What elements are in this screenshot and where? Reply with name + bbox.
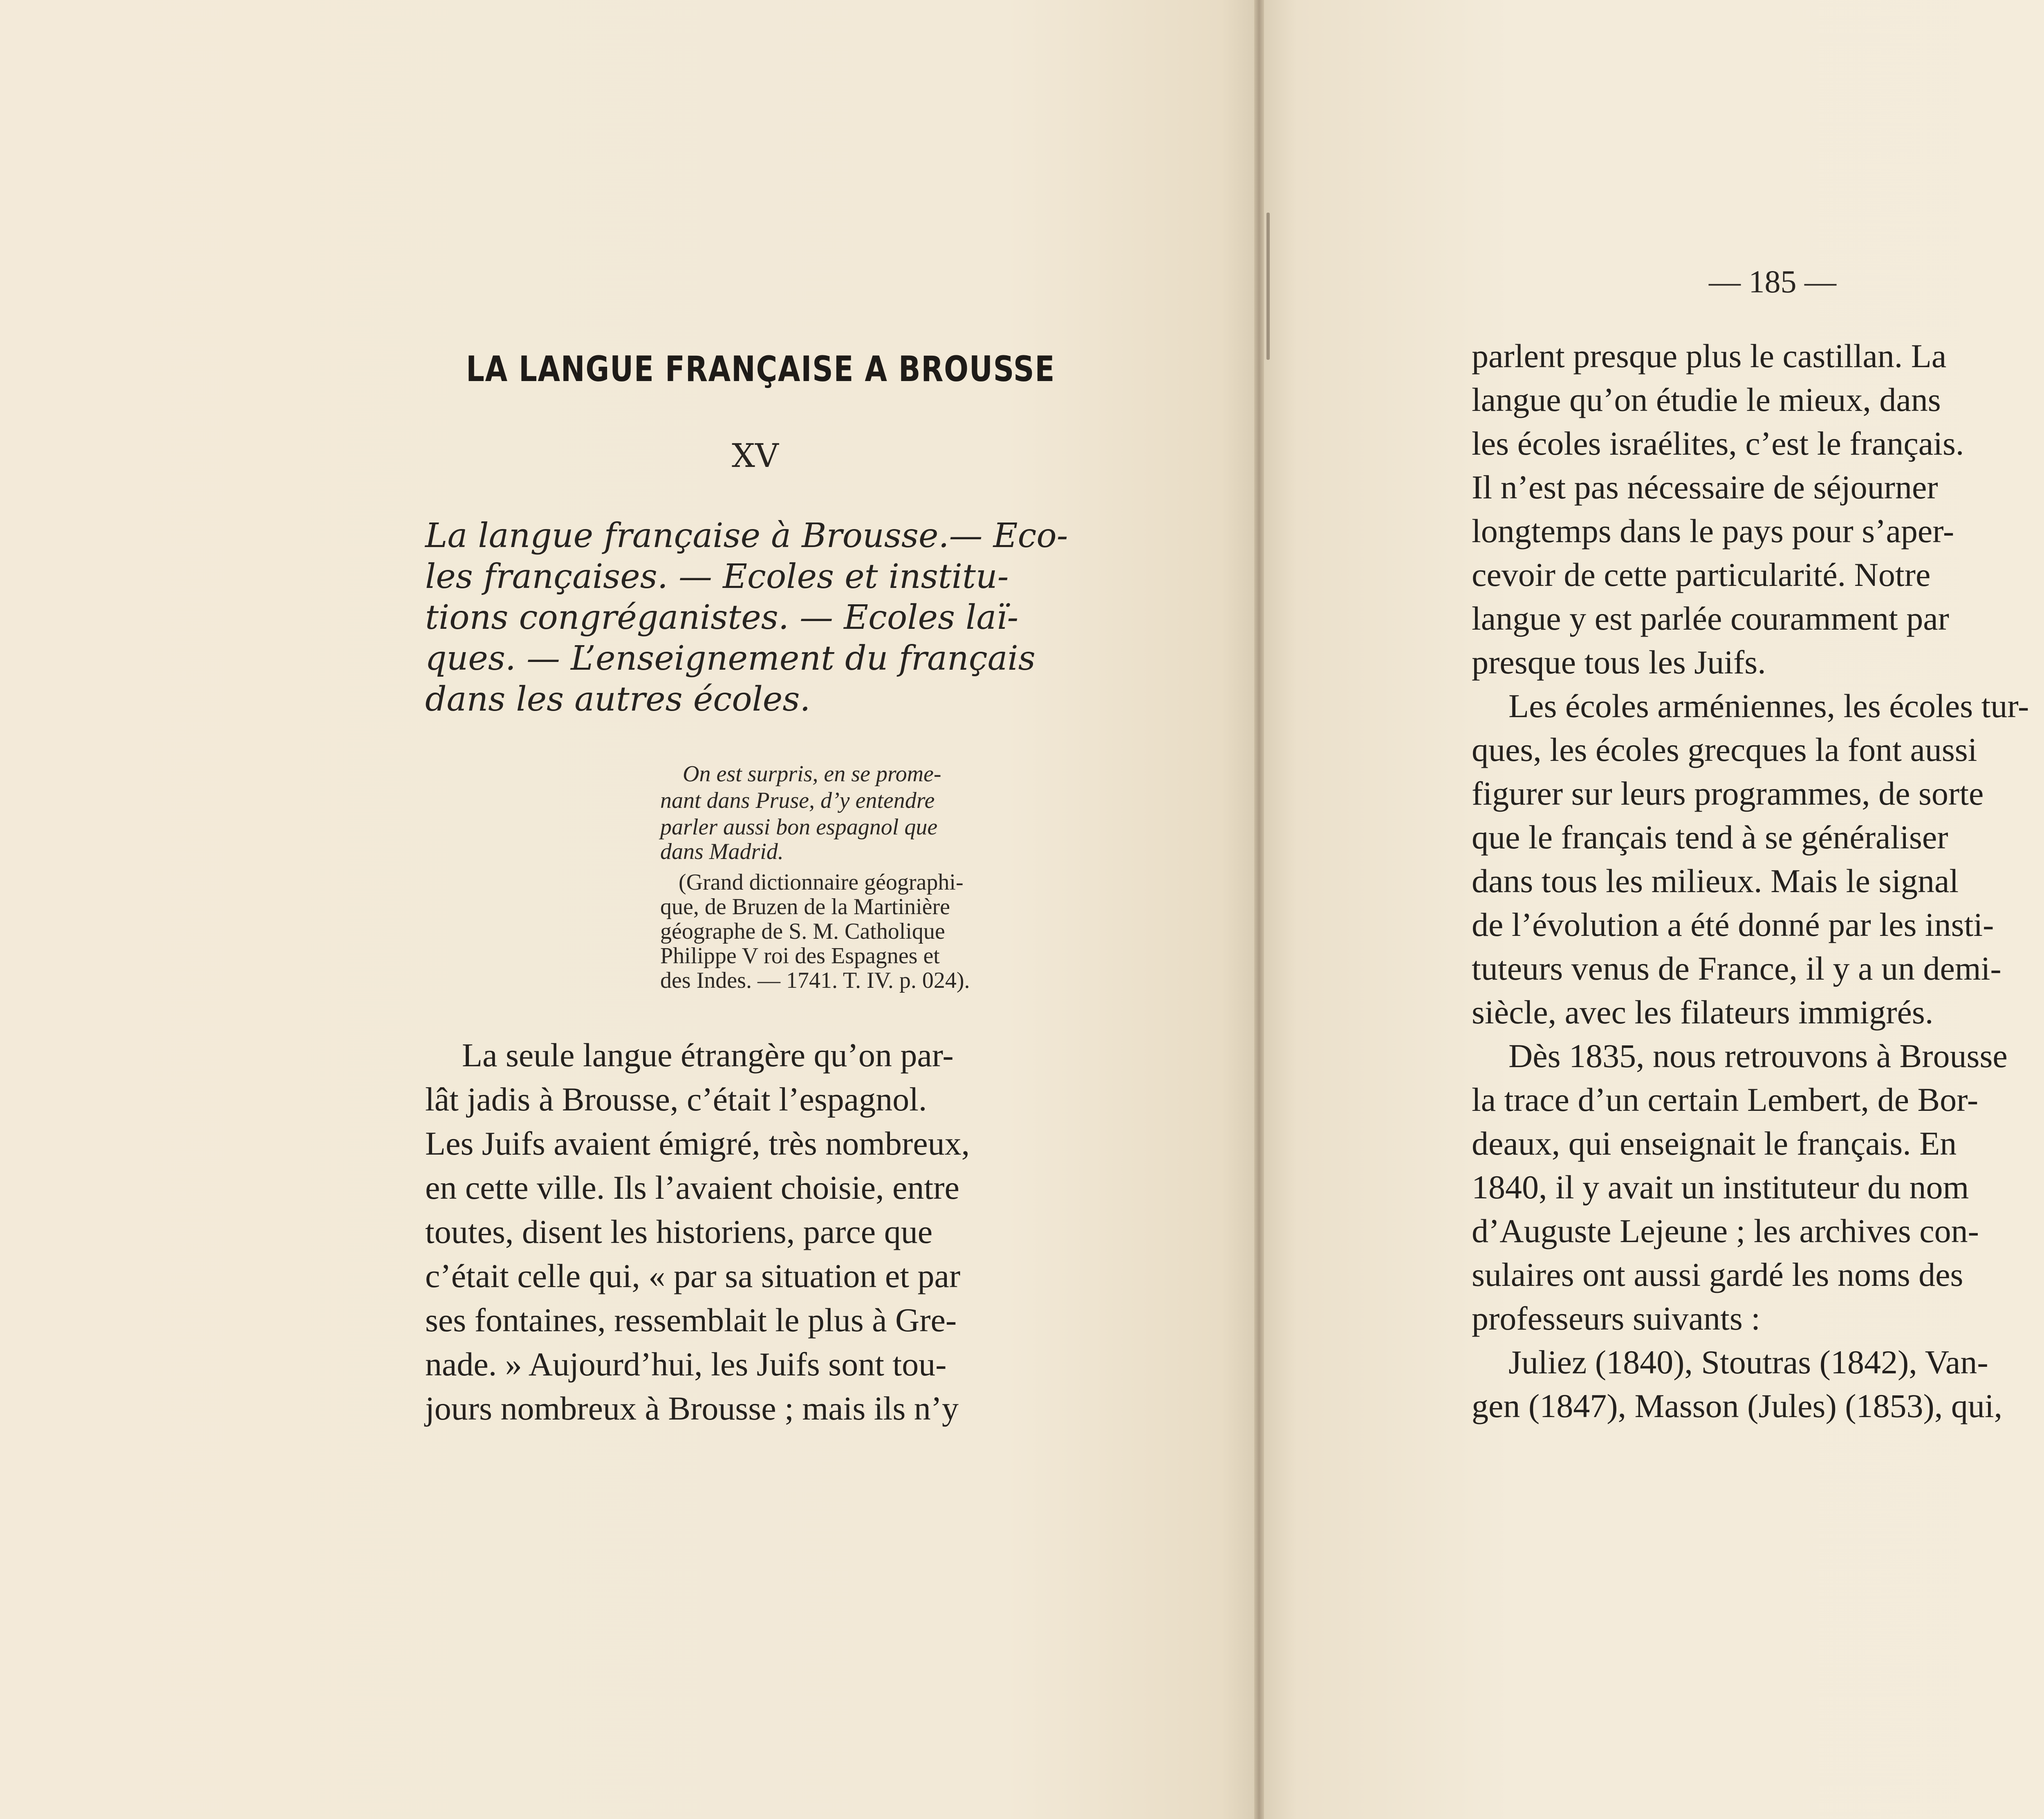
page-number: — 185 — — [1709, 264, 1836, 299]
body-line: figurer sur leurs programmes, de sorte — [1472, 775, 1984, 812]
body-line: que le français tend à se généraliser — [1472, 819, 1948, 856]
citation-line: Philippe V roi des Espagnes et — [660, 943, 940, 969]
body-line: la trace d’un certain Lembert, de Bor- — [1472, 1081, 1979, 1118]
body-line: cevoir de cette particularité. Notre — [1472, 556, 1931, 593]
body-line: deaux, qui enseignait le français. En — [1472, 1125, 1957, 1162]
body-line: Les écoles arméniennes, les écoles tur- — [1508, 687, 2029, 724]
body-line: parlent presque plus le castillan. La — [1472, 337, 1947, 375]
body-line: Il n’est pas nécessaire de séjourner — [1472, 469, 1938, 506]
body-line: d’Auguste Lejeune ; les archives con- — [1472, 1212, 1979, 1249]
body-line: de l’évolution a été donné par les insti- — [1472, 906, 1994, 943]
body-line: dans tous les milieux. Mais le signal — [1472, 862, 1959, 899]
body-line: ques, les écoles grecques la font aussi — [1472, 731, 1977, 768]
body-line: nade. » Aujourd’hui, les Juifs sont tou- — [425, 1346, 947, 1383]
body-line: en cette ville. Ils l’avaient choisie, entre — [425, 1169, 959, 1206]
chapter-number: XV — [732, 437, 779, 475]
summary-line: ques. — L’enseignement du français — [425, 639, 1035, 678]
body-line: siècle, avec les filateurs immigrés. — [1472, 994, 1934, 1031]
body-line: langue qu’on étudie le mieux, dans — [1472, 381, 1941, 418]
citation-line: (Grand dictionnaire géographi- — [679, 870, 964, 895]
citation-line: géographe de S. M. Catholique — [660, 919, 945, 944]
summary-line: les françaises. — Ecoles et institu- — [425, 557, 1009, 596]
gutter-binding-mark — [1266, 213, 1270, 360]
body-line: sulaires ont aussi gardé les noms des — [1472, 1256, 1963, 1293]
body-line: langue y est parlée couramment par — [1472, 600, 1949, 637]
body-line: Dès 1835, nous retrouvons à Brousse — [1508, 1037, 2008, 1074]
body-line: longtemps dans le pays pour s’aper- — [1472, 512, 1954, 550]
body-line: jours nombreux à Brousse ; mais ils n’y — [425, 1390, 959, 1427]
book-gutter — [1254, 0, 1264, 1819]
epigraph-line: dans Madrid. — [660, 839, 784, 864]
citation-line: que, de Bruzen de la Martinière — [660, 894, 950, 920]
body-line: toutes, disent les historiens, parce que — [425, 1213, 933, 1250]
epigraph-line: nant dans Pruse, d’y entendre — [660, 788, 935, 813]
body-line: Les Juifs avaient émigré, très nombreux, — [425, 1125, 970, 1162]
epigraph-line: parler aussi bon espagnol que — [660, 814, 938, 840]
body-line: professeurs suivants : — [1472, 1300, 1761, 1337]
summary-line: La langue française à Brousse.— Eco- — [425, 516, 1068, 555]
body-line: lât jadis à Brousse, c’était l’espagnol. — [425, 1081, 927, 1118]
epigraph-line: On est surpris, en se prome- — [683, 761, 941, 787]
summary-line: dans les autres écoles. — [425, 680, 811, 719]
body-line: c’était celle qui, « par sa situation et par — [425, 1257, 961, 1294]
body-line: les écoles israélites, c’est le français. — [1472, 425, 1964, 462]
chapter-title: LA LANGUE FRANÇAISE A BROUSSE — [466, 349, 1056, 390]
body-line: ses fontaines, ressemblait le plus à Gre- — [425, 1301, 957, 1339]
body-line: presque tous les Juifs. — [1472, 644, 1766, 681]
body-line: 1840, il y avait un instituteur du nom — [1472, 1169, 1969, 1206]
body-line: Juliez (1840), Stoutras (1842), Van- — [1508, 1344, 1988, 1381]
citation-line: des Indes. — 1741. T. IV. p. 024). — [660, 968, 970, 993]
body-line: tuteurs venus de France, il y a un demi- — [1472, 950, 2001, 987]
body-line: La seule langue étrangère qu’on par- — [462, 1036, 954, 1074]
body-line: gen (1847), Masson (Jules) (1853), qui, — [1472, 1387, 2003, 1424]
summary-line: tions congréganistes. — Ecoles laï- — [425, 598, 1019, 637]
